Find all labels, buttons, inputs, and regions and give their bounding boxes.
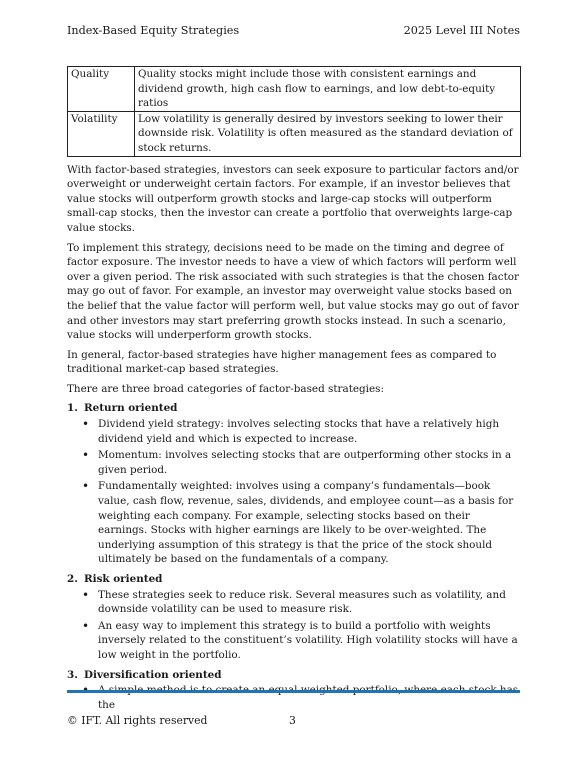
factor-description: Low volatility is generally desired by investors seeking to lower their downside risk. Volatility is often measured as the standard deviation of stock returns. — [135, 111, 521, 156]
section-title: Return oriented — [84, 402, 178, 415]
factor-name: Quality — [68, 67, 135, 112]
page-content — [67, 66, 521, 714]
header-edition: 2025 Level III Notes — [403, 24, 520, 37]
page-header — [67, 24, 520, 38]
bullet-list — [67, 683, 521, 712]
header-title: Index-Based Equity Strategies — [67, 24, 240, 37]
paragraph: In general, factor-based strategies have higher management fees as compared to traditional market-cap based strategies. — [67, 348, 497, 376]
paragraph: With factor-based strategies, investors can seek exposure to particular factors and/or overweight or underweight certain factors. For example, if an investor believes that value stocks will outperform growth stocks and large-cap stocks will outperform small-cap stocks, then the investor can create a portfolio that overweights large-cap value stocks. — [67, 163, 519, 234]
section-number: 2. — [67, 573, 78, 585]
bullet-list — [67, 417, 521, 567]
factor-table — [67, 66, 521, 157]
factor-description: Quality stocks might include those with consistent earnings and dividend growth, high cash flow to earnings, and low debt-to-equity ratios — [135, 67, 521, 112]
table-row — [68, 111, 521, 156]
list-item: • Momentum: involves selecting stocks that are outperforming other stocks in a given period. — [98, 448, 521, 477]
list-item: • Dividend yield strategy: involves selecting stocks that have a relatively high dividend yield and which is expected to increase. — [98, 417, 521, 446]
section-number: 1. — [67, 402, 78, 415]
table-row — [68, 67, 521, 112]
section-title: Diversification oriented — [84, 668, 222, 681]
section-title: Risk oriented — [84, 573, 163, 585]
list-item: • the — [98, 683, 521, 712]
footer-copyright: © IFT. All rights reserved — [67, 714, 208, 727]
paragraph: There are three broad categories of factor-based strategies: — [67, 382, 384, 395]
footer-rule — [67, 690, 520, 693]
section-heading — [67, 668, 521, 683]
list-item: • An easy way to implement this strategy is to build a portfolio with weights inversely related to the constituent’s volatility. High volatility stocks will have a low weight in the portfolio. — [98, 619, 521, 663]
factor-name: Volatility — [68, 111, 135, 156]
section-heading — [67, 572, 521, 587]
page-number: 3 — [289, 714, 296, 727]
list-item: • These strategies seek to reduce risk. Several measures such as volatility, and downside volatility can be used to measure risk. — [98, 588, 521, 617]
section-number: 3. — [67, 668, 78, 681]
paragraph: To implement this strategy, decisions need to be made on the timing and degree of factor exposure. The investor needs to have a view of which factors will perform well over a given period. The risk associated with such strategies is that the chosen factor may go out of favor. For example, an investor may overweight value stocks based on the belief that the value factor will perform well, but value stocks may go out of favor and other investors may start preferring growth stocks instead. In such a scenario, value stocks will underperform growth stocks. — [67, 241, 519, 342]
section-heading — [67, 401, 521, 416]
bullet-list — [67, 588, 521, 663]
list-item: • Fundamentally weighted: involves using a company’s fundamentals—book value, cash flow, revenue, sales, dividends, and employee count—as a basis for weighting each company. For example, selecting stocks based on their earnings. Stocks with higher earnings are likely to be over-weighted. The underlying assumption of this strategy is that the price of the stock should ultimately be based on the fundamentals of a company. — [98, 479, 521, 567]
